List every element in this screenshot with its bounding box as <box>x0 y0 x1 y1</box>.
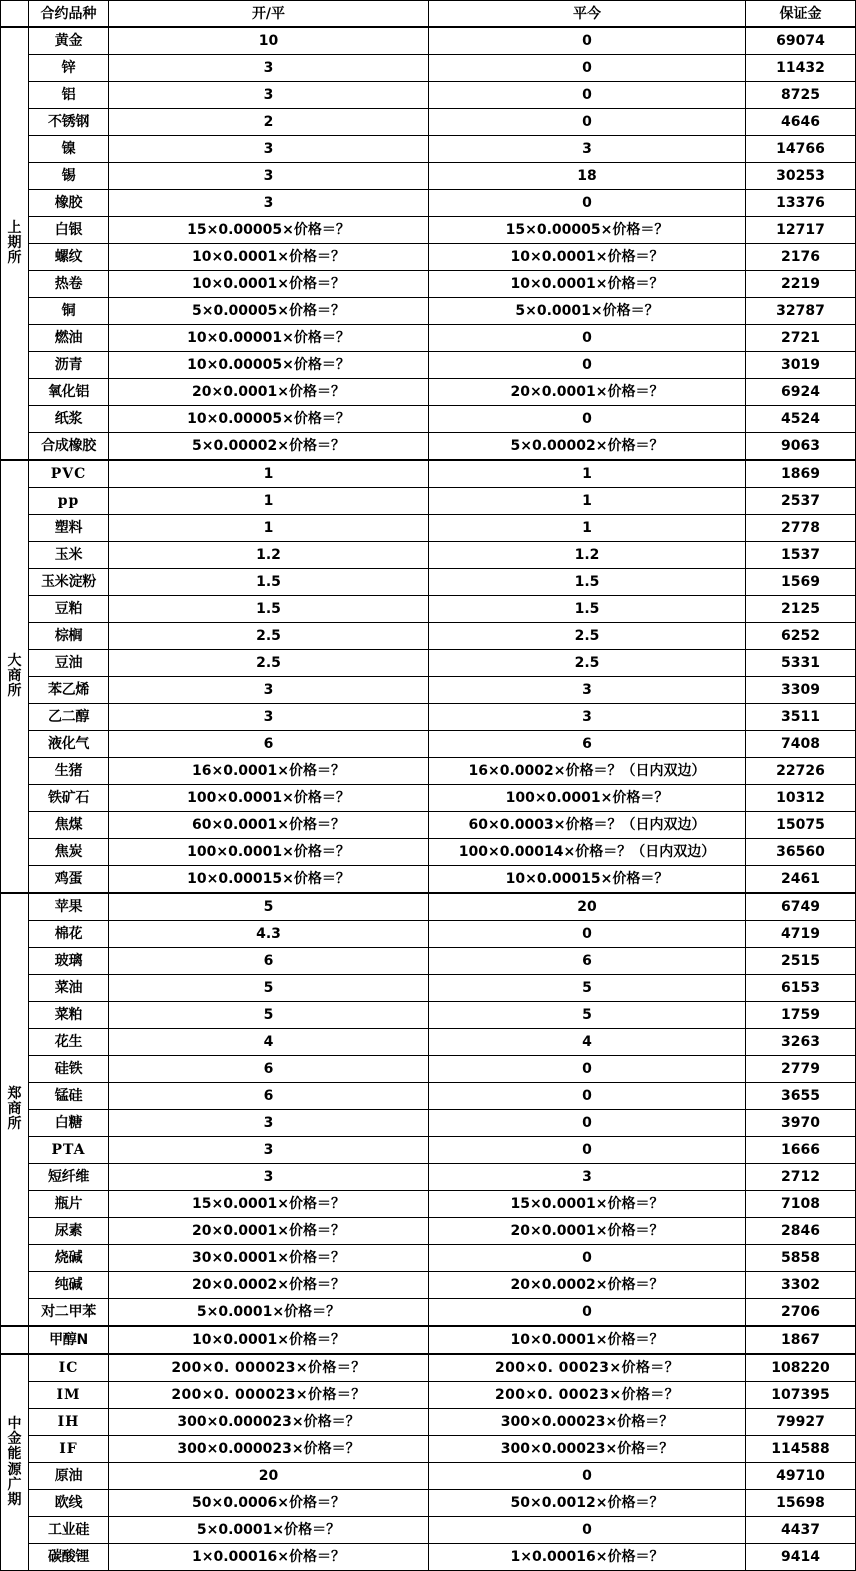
table-row <box>1 352 856 379</box>
exchange-group-label <box>1 1326 29 1354</box>
table-row <box>1 1056 856 1083</box>
open-close-fee-cell: 100×0.0001×价格＝？ <box>109 785 429 812</box>
close-today-fee-cell: 5×0.00002×价格＝？ <box>429 433 746 461</box>
exchange-group-label: 郑商所 <box>1 893 29 1326</box>
contract-name-cell: 氧化铝 <box>29 379 109 406</box>
close-today-fee-cell: 10×0.0001×价格＝？ <box>429 271 746 298</box>
margin-cell: 10312 <box>746 785 856 812</box>
margin-cell: 15698 <box>746 1490 856 1517</box>
open-close-fee-cell: 10×0.00005×价格＝？ <box>109 352 429 379</box>
margin-cell: 2721 <box>746 325 856 352</box>
table-row <box>1 1002 856 1029</box>
open-close-fee-cell: 4.3 <box>109 921 429 948</box>
contract-name-cell: 焦炭 <box>29 839 109 866</box>
margin-cell: 69074 <box>746 27 856 55</box>
close-today-fee-cell: 2.5 <box>429 650 746 677</box>
close-today-fee-cell: 100×0.0001×价格＝？ <box>429 785 746 812</box>
table-row <box>1 1083 856 1110</box>
open-close-fee-cell: 2 <box>109 109 429 136</box>
table-row <box>1 677 856 704</box>
contract-name-cell: IM <box>29 1382 109 1409</box>
close-today-fee-cell: 0 <box>429 1137 746 1164</box>
margin-cell: 7108 <box>746 1191 856 1218</box>
margin-cell: 8725 <box>746 82 856 109</box>
open-close-fee-cell: 3 <box>109 82 429 109</box>
open-close-fee-cell: 6 <box>109 1083 429 1110</box>
close-today-fee-cell: 1.5 <box>429 596 746 623</box>
open-close-fee-cell: 60×0.0001×价格＝？ <box>109 812 429 839</box>
table-row <box>1 1299 856 1327</box>
table-row <box>1 1544 856 1571</box>
margin-cell: 107395 <box>746 1382 856 1409</box>
table-row <box>1 1029 856 1056</box>
close-today-fee-cell: 0 <box>429 921 746 948</box>
open-close-fee-cell: 5 <box>109 893 429 921</box>
open-close-fee-cell: 5 <box>109 975 429 1002</box>
margin-cell: 2515 <box>746 948 856 975</box>
close-today-fee-cell: 10×0.0001×价格＝？ <box>429 244 746 271</box>
close-today-fee-cell: 1.5 <box>429 569 746 596</box>
contract-name-cell: 原油 <box>29 1463 109 1490</box>
table-row <box>1 1490 856 1517</box>
close-today-fee-cell: 5 <box>429 975 746 1002</box>
contract-name-cell: 菜粕 <box>29 1002 109 1029</box>
open-close-fee-cell: 1.5 <box>109 596 429 623</box>
contract-name-cell: 豆粕 <box>29 596 109 623</box>
margin-cell: 3309 <box>746 677 856 704</box>
margin-cell: 1666 <box>746 1137 856 1164</box>
contract-name-cell: 瓶片 <box>29 1191 109 1218</box>
close-today-fee-cell: 6 <box>429 948 746 975</box>
close-today-fee-cell: 0 <box>429 109 746 136</box>
open-close-fee-cell: 4 <box>109 1029 429 1056</box>
contract-name-cell: 生猪 <box>29 758 109 785</box>
contract-name-cell: 苹果 <box>29 893 109 921</box>
close-today-fee-cell: 0 <box>429 1245 746 1272</box>
exchange-group-label: 中金能源广期 <box>1 1354 29 1571</box>
open-close-fee-cell: 20 <box>109 1463 429 1490</box>
contract-name-cell: 铜 <box>29 298 109 325</box>
open-close-fee-cell: 5×0.00002×价格＝？ <box>109 433 429 461</box>
margin-cell: 49710 <box>746 1463 856 1490</box>
margin-cell: 22726 <box>746 758 856 785</box>
margin-cell: 4646 <box>746 109 856 136</box>
margin-cell: 6749 <box>746 893 856 921</box>
contract-name-cell: 玻璃 <box>29 948 109 975</box>
margin-cell: 1867 <box>746 1326 856 1354</box>
table-row <box>1 704 856 731</box>
margin-cell: 12717 <box>746 217 856 244</box>
open-close-fee-cell: 10×0.00005×价格＝？ <box>109 406 429 433</box>
table-row <box>1 1382 856 1409</box>
open-close-fee-cell: 3 <box>109 55 429 82</box>
open-close-fee-cell: 20×0.0002×价格＝？ <box>109 1272 429 1299</box>
contract-name-cell: 纯碱 <box>29 1272 109 1299</box>
margin-cell: 9063 <box>746 433 856 461</box>
close-today-fee-cell: 0 <box>429 1110 746 1137</box>
table-row <box>1 948 856 975</box>
close-today-fee-cell: 1×0.00016×价格＝？ <box>429 1544 746 1571</box>
table-row <box>1 1218 856 1245</box>
open-close-fee-cell: 3 <box>109 1164 429 1191</box>
open-close-fee-cell: 1 <box>109 515 429 542</box>
close-today-fee-cell: 15×0.00005×价格＝？ <box>429 217 746 244</box>
table-row <box>1 217 856 244</box>
contract-name-cell: 橡胶 <box>29 190 109 217</box>
margin-cell: 5331 <box>746 650 856 677</box>
table-row <box>1 785 856 812</box>
contract-name-cell: 玉米 <box>29 542 109 569</box>
margin-cell: 4524 <box>746 406 856 433</box>
table-row <box>1 1137 856 1164</box>
margin-cell: 6153 <box>746 975 856 1002</box>
table-row <box>1 1110 856 1137</box>
contract-name-cell: 尿素 <box>29 1218 109 1245</box>
table-row <box>1 163 856 190</box>
contract-name-cell: 菜油 <box>29 975 109 1002</box>
close-today-fee-cell: 2.5 <box>429 623 746 650</box>
table-row <box>1 1326 856 1354</box>
table-row <box>1 731 856 758</box>
margin-cell: 2706 <box>746 1299 856 1327</box>
close-today-fee-cell: 1 <box>429 515 746 542</box>
header-contract-name: 合约品种 <box>29 1 109 28</box>
contract-name-cell: IF <box>29 1436 109 1463</box>
margin-cell: 2778 <box>746 515 856 542</box>
open-close-fee-cell: 5×0.0001×价格＝？ <box>109 1517 429 1544</box>
table-row <box>1 1354 856 1382</box>
table-row <box>1 136 856 163</box>
contract-name-cell: 焦煤 <box>29 812 109 839</box>
close-today-fee-cell: 0 <box>429 82 746 109</box>
margin-cell: 2125 <box>746 596 856 623</box>
contract-name-cell: 碳酸锂 <box>29 1544 109 1571</box>
margin-cell: 1537 <box>746 542 856 569</box>
contract-name-cell: 不锈钢 <box>29 109 109 136</box>
open-close-fee-cell: 3 <box>109 163 429 190</box>
close-today-fee-cell: 1 <box>429 488 746 515</box>
close-today-fee-cell: 0 <box>429 1083 746 1110</box>
close-today-fee-cell: 0 <box>429 1517 746 1544</box>
contract-name-cell: 沥青 <box>29 352 109 379</box>
table-row <box>1 460 856 488</box>
open-close-fee-cell: 10×0.00015×价格＝？ <box>109 866 429 894</box>
open-close-fee-cell: 2.5 <box>109 650 429 677</box>
open-close-fee-cell: 15×0.00005×价格＝？ <box>109 217 429 244</box>
margin-cell: 3263 <box>746 1029 856 1056</box>
close-today-fee-cell: 15×0.0001×价格＝？ <box>429 1191 746 1218</box>
margin-cell: 1759 <box>746 1002 856 1029</box>
open-close-fee-cell: 2.5 <box>109 623 429 650</box>
open-close-fee-cell: 3 <box>109 704 429 731</box>
close-today-fee-cell: 0 <box>429 190 746 217</box>
table-row <box>1 244 856 271</box>
margin-cell: 2712 <box>746 1164 856 1191</box>
margin-cell: 2779 <box>746 1056 856 1083</box>
table-row <box>1 1436 856 1463</box>
open-close-fee-cell: 6 <box>109 1056 429 1083</box>
open-close-fee-cell: 6 <box>109 948 429 975</box>
open-close-fee-cell: 5 <box>109 1002 429 1029</box>
contract-name-cell: 锌 <box>29 55 109 82</box>
close-today-fee-cell: 10×0.00015×价格＝？ <box>429 866 746 894</box>
margin-cell: 2537 <box>746 488 856 515</box>
table-row <box>1 406 856 433</box>
close-today-fee-cell: 0 <box>429 27 746 55</box>
table-row <box>1 433 856 461</box>
open-close-fee-cell: 10 <box>109 27 429 55</box>
table-row <box>1 298 856 325</box>
table-row <box>1 542 856 569</box>
margin-cell: 13376 <box>746 190 856 217</box>
table-row <box>1 55 856 82</box>
contract-name-cell: 黄金 <box>29 27 109 55</box>
header-row <box>1 1 856 28</box>
open-close-fee-cell: 200×0. 000023×价格＝？ <box>109 1354 429 1382</box>
margin-cell: 108220 <box>746 1354 856 1382</box>
open-close-fee-cell: 200×0. 000023×价格＝？ <box>109 1382 429 1409</box>
table-header <box>1 1 856 28</box>
table-row <box>1 1517 856 1544</box>
margin-cell: 114588 <box>746 1436 856 1463</box>
table-row <box>1 812 856 839</box>
close-today-fee-cell: 50×0.0012×价格＝？ <box>429 1490 746 1517</box>
contract-name-cell: 合成橡胶 <box>29 433 109 461</box>
table-row <box>1 325 856 352</box>
table-row <box>1 1272 856 1299</box>
close-today-fee-cell: 20 <box>429 893 746 921</box>
table-row <box>1 271 856 298</box>
open-close-fee-cell: 10×0.0001×价格＝？ <box>109 244 429 271</box>
open-close-fee-cell: 100×0.0001×价格＝？ <box>109 839 429 866</box>
open-close-fee-cell: 300×0.000023×价格＝？ <box>109 1436 429 1463</box>
open-close-fee-cell: 3 <box>109 1137 429 1164</box>
header-open-close: 开/平 <box>109 1 429 28</box>
close-today-fee-cell: 300×0.00023×价格＝？ <box>429 1436 746 1463</box>
open-close-fee-cell: 1×0.00016×价格＝？ <box>109 1544 429 1571</box>
close-today-fee-cell: 300×0.00023×价格＝？ <box>429 1409 746 1436</box>
table-row <box>1 975 856 1002</box>
table-row <box>1 596 856 623</box>
contract-name-cell: 铁矿石 <box>29 785 109 812</box>
open-close-fee-cell: 3 <box>109 136 429 163</box>
close-today-fee-cell: 3 <box>429 677 746 704</box>
margin-cell: 7408 <box>746 731 856 758</box>
close-today-fee-cell: 0 <box>429 55 746 82</box>
margin-cell: 4437 <box>746 1517 856 1544</box>
exchange-group-label: 大商所 <box>1 460 29 893</box>
margin-cell: 30253 <box>746 163 856 190</box>
margin-cell: 3019 <box>746 352 856 379</box>
margin-cell: 6924 <box>746 379 856 406</box>
close-today-fee-cell: 1 <box>429 460 746 488</box>
contract-name-cell: 豆油 <box>29 650 109 677</box>
contract-name-cell: PTA <box>29 1137 109 1164</box>
close-today-fee-cell: 0 <box>429 1056 746 1083</box>
contract-name-cell: 花生 <box>29 1029 109 1056</box>
open-close-fee-cell: 3 <box>109 190 429 217</box>
close-today-fee-cell: 4 <box>429 1029 746 1056</box>
table-row <box>1 623 856 650</box>
table-row <box>1 379 856 406</box>
contract-name-cell: 热卷 <box>29 271 109 298</box>
open-close-fee-cell: 5×0.00005×价格＝？ <box>109 298 429 325</box>
close-today-fee-cell: 60×0.0003×价格＝？（日内双边） <box>429 812 746 839</box>
open-close-fee-cell: 6 <box>109 731 429 758</box>
table-row <box>1 893 856 921</box>
close-today-fee-cell: 0 <box>429 352 746 379</box>
margin-cell: 3511 <box>746 704 856 731</box>
open-close-fee-cell: 1 <box>109 488 429 515</box>
contract-name-cell: 锡 <box>29 163 109 190</box>
contract-name-cell: 硅铁 <box>29 1056 109 1083</box>
contract-name-cell: 塑料 <box>29 515 109 542</box>
open-close-fee-cell: 1 <box>109 460 429 488</box>
close-today-fee-cell: 0 <box>429 1463 746 1490</box>
open-close-fee-cell: 20×0.0001×价格＝？ <box>109 1218 429 1245</box>
contract-name-cell: 镍 <box>29 136 109 163</box>
open-close-fee-cell: 1.2 <box>109 542 429 569</box>
contract-name-cell: IC <box>29 1354 109 1382</box>
close-today-fee-cell: 20×0.0001×价格＝？ <box>429 1218 746 1245</box>
close-today-fee-cell: 20×0.0001×价格＝？ <box>429 379 746 406</box>
table-row <box>1 1409 856 1436</box>
margin-cell: 79927 <box>746 1409 856 1436</box>
contract-name-cell: 欧线 <box>29 1490 109 1517</box>
contract-name-cell: pp <box>29 488 109 515</box>
open-close-fee-cell: 3 <box>109 1110 429 1137</box>
contract-name-cell: 对二甲苯 <box>29 1299 109 1327</box>
close-today-fee-cell: 3 <box>429 136 746 163</box>
margin-cell: 5858 <box>746 1245 856 1272</box>
open-close-fee-cell: 5×0.0001×价格＝？ <box>109 1299 429 1327</box>
open-close-fee-cell: 10×0.0001×价格＝？ <box>109 1326 429 1354</box>
table-row <box>1 866 856 894</box>
contract-name-cell: 鸡蛋 <box>29 866 109 894</box>
table-row <box>1 921 856 948</box>
close-today-fee-cell: 0 <box>429 1299 746 1327</box>
margin-cell: 3655 <box>746 1083 856 1110</box>
contract-name-cell: 铝 <box>29 82 109 109</box>
table-row <box>1 1463 856 1490</box>
table-row <box>1 488 856 515</box>
open-close-fee-cell: 1.5 <box>109 569 429 596</box>
close-today-fee-cell: 20×0.0002×价格＝？ <box>429 1272 746 1299</box>
contract-name-cell: 螺纹 <box>29 244 109 271</box>
margin-cell: 11432 <box>746 55 856 82</box>
margin-cell: 3302 <box>746 1272 856 1299</box>
margin-cell: 1569 <box>746 569 856 596</box>
table-row <box>1 515 856 542</box>
margin-cell: 2176 <box>746 244 856 271</box>
table-row <box>1 839 856 866</box>
margin-cell: 14766 <box>746 136 856 163</box>
open-close-fee-cell: 300×0.000023×价格＝？ <box>109 1409 429 1436</box>
contract-name-cell: 棉花 <box>29 921 109 948</box>
contract-name-cell: 纸浆 <box>29 406 109 433</box>
close-today-fee-cell: 0 <box>429 406 746 433</box>
table-row <box>1 1245 856 1272</box>
table-row <box>1 82 856 109</box>
margin-cell: 36560 <box>746 839 856 866</box>
table-row <box>1 109 856 136</box>
contract-name-cell: 短纤维 <box>29 1164 109 1191</box>
header-margin: 保证金 <box>746 1 856 28</box>
close-today-fee-cell: 0 <box>429 325 746 352</box>
table-row <box>1 758 856 785</box>
margin-cell: 4719 <box>746 921 856 948</box>
table-row <box>1 27 856 55</box>
contract-name-cell: 液化气 <box>29 731 109 758</box>
margin-cell: 2846 <box>746 1218 856 1245</box>
open-close-fee-cell: 10×0.00001×价格＝？ <box>109 325 429 352</box>
close-today-fee-cell: 100×0.00014×价格＝？（日内双边） <box>429 839 746 866</box>
table-row <box>1 1164 856 1191</box>
close-today-fee-cell: 5×0.0001×价格＝？ <box>429 298 746 325</box>
margin-cell: 3970 <box>746 1110 856 1137</box>
exchange-group-label: 上期所 <box>1 27 29 460</box>
contract-name-cell: IH <box>29 1409 109 1436</box>
contract-name-cell: 白银 <box>29 217 109 244</box>
table-row <box>1 190 856 217</box>
close-today-fee-cell: 16×0.0002×价格＝？（日内双边） <box>429 758 746 785</box>
margin-cell: 32787 <box>746 298 856 325</box>
close-today-fee-cell: 200×0. 00023×价格＝？ <box>429 1382 746 1409</box>
close-today-fee-cell: 18 <box>429 163 746 190</box>
contract-name-cell: 锰硅 <box>29 1083 109 1110</box>
contract-name-cell: PVC <box>29 460 109 488</box>
close-today-fee-cell: 3 <box>429 1164 746 1191</box>
open-close-fee-cell: 16×0.0001×价格＝？ <box>109 758 429 785</box>
contract-name-cell: 玉米淀粉 <box>29 569 109 596</box>
open-close-fee-cell: 50×0.0006×价格＝？ <box>109 1490 429 1517</box>
open-close-fee-cell: 3 <box>109 677 429 704</box>
margin-cell: 1869 <box>746 460 856 488</box>
open-close-fee-cell: 20×0.0001×价格＝？ <box>109 379 429 406</box>
table-body <box>1 27 856 1571</box>
header-corner <box>1 1 29 28</box>
open-close-fee-cell: 10×0.0001×价格＝？ <box>109 271 429 298</box>
header-close-today: 平今 <box>429 1 746 28</box>
close-today-fee-cell: 1.2 <box>429 542 746 569</box>
contract-name-cell: 乙二醇 <box>29 704 109 731</box>
contract-name-cell: 工业硅 <box>29 1517 109 1544</box>
contract-name-cell: 白糖 <box>29 1110 109 1137</box>
close-today-fee-cell: 3 <box>429 704 746 731</box>
table-row <box>1 650 856 677</box>
open-close-fee-cell: 30×0.0001×价格＝？ <box>109 1245 429 1272</box>
margin-cell: 9414 <box>746 1544 856 1571</box>
margin-cell: 2461 <box>746 866 856 894</box>
close-today-fee-cell: 10×0.0001×价格＝？ <box>429 1326 746 1354</box>
close-today-fee-cell: 5 <box>429 1002 746 1029</box>
table-row <box>1 569 856 596</box>
close-today-fee-cell: 6 <box>429 731 746 758</box>
margin-cell: 15075 <box>746 812 856 839</box>
contract-name-cell: 棕榈 <box>29 623 109 650</box>
contract-name-cell: 苯乙烯 <box>29 677 109 704</box>
contract-name-cell: 甲醇N <box>29 1326 109 1354</box>
margin-cell: 2219 <box>746 271 856 298</box>
table-row <box>1 1191 856 1218</box>
open-close-fee-cell: 15×0.0001×价格＝？ <box>109 1191 429 1218</box>
contract-name-cell: 烧碱 <box>29 1245 109 1272</box>
contract-name-cell: 燃油 <box>29 325 109 352</box>
close-today-fee-cell: 200×0. 00023×价格＝？ <box>429 1354 746 1382</box>
margin-cell: 6252 <box>746 623 856 650</box>
